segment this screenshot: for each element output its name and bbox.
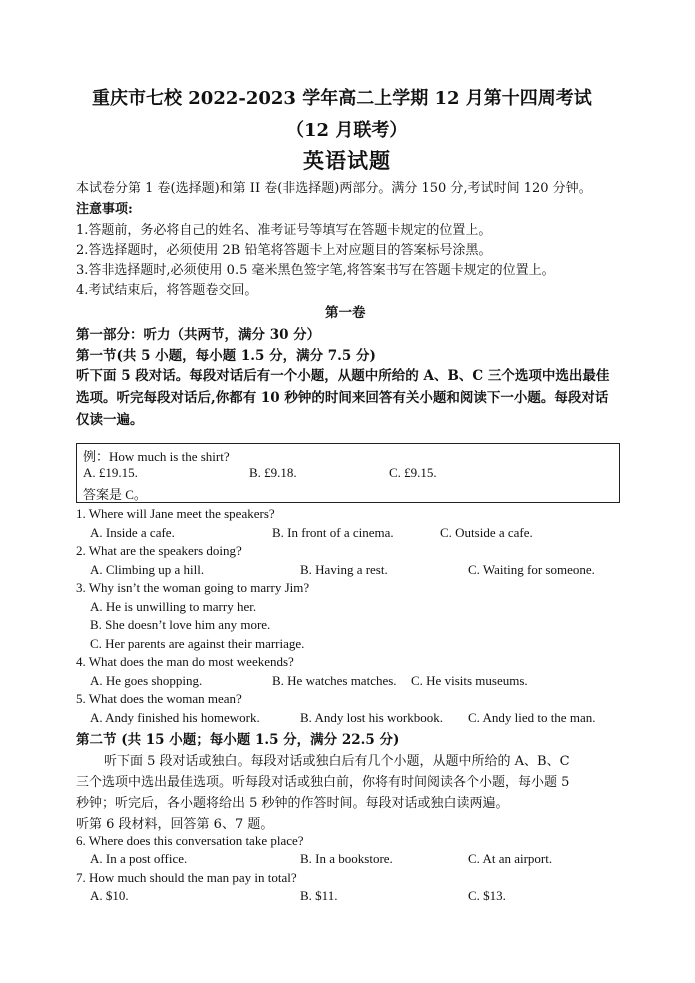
question-option: C. At an airport.: [468, 851, 553, 866]
example-option: B. £9.18.: [249, 465, 297, 480]
subject-title: 英语试题: [303, 148, 391, 173]
question-option: A. $10.: [90, 888, 129, 903]
question-option: A. Inside a cafe.: [90, 525, 175, 540]
question-option: B. Andy lost his workbook.: [300, 710, 444, 725]
note-item: 3.答非选择题时,必须使用 0.5 毫米黑色签字笔,将答案书写在答题卡规定的位置上。: [76, 263, 555, 278]
question-stem: 7. How much should the man pay in total?: [76, 870, 297, 885]
question-option: C. Waiting for someone.: [468, 562, 595, 577]
volume-title: 第一卷: [325, 305, 366, 321]
question-stem: 2. What are the speakers doing?: [76, 543, 242, 558]
section1-instructions: 选项。听完每段对话后,你都有 10 秒钟的时间来回答有关小题和阅读下一小题。每段对话: [76, 390, 609, 406]
exam-title: 重庆市七校 2022-2023 学年高二上学期 12 月第十四周考试: [92, 88, 592, 109]
question-option: B. Having a rest.: [300, 562, 388, 577]
section1-instructions: 听下面 5 段对话。每段对话后有一个小题，从题中所给的 A、B、C 三个选项中选出最佳: [76, 368, 610, 384]
question-option: B. $11.: [300, 888, 338, 903]
question-stem: 1. Where will Jane meet the speakers?: [76, 506, 275, 521]
example-answer: 答案是 C。: [83, 487, 147, 502]
question-option: B. In front of a cinema.: [272, 525, 394, 540]
question-option: C. Her parents are against their marriage.: [90, 636, 305, 651]
exam-subtitle: （12 月联考）: [286, 120, 408, 141]
question-option: B. In a bookstore.: [300, 851, 393, 866]
question-option: A. He goes shopping.: [90, 673, 203, 688]
example-question: 例：How much is the shirt?: [83, 449, 230, 464]
section1-heading: 第一节(共 5 小题，每小题 1.5 分，满分 7.5 分): [76, 348, 376, 364]
example-option: A. £19.15.: [83, 465, 138, 480]
section2-heading: 第二节 (共 15 小题；每小题 1.5 分，满分 22.5 分): [76, 732, 400, 748]
question-option: A. In a post office.: [90, 851, 188, 866]
question-option: B. She doesn’t love him any more.: [90, 617, 271, 632]
material-note: 听第 6 段材料，回答第 6、7 题。: [76, 817, 274, 832]
question-stem: 5. What does the woman mean?: [76, 691, 242, 706]
question-option: C. He visits museums.: [411, 673, 528, 688]
question-option: C. Andy lied to the man.: [468, 710, 596, 725]
note-item: 1.答题前，务必将自己的姓名、准考证号等填写在答题卡规定的位置上。: [76, 223, 492, 238]
section2-instructions: 三个选项中选出最佳选项。听每段对话或独白前，你将有时间阅读各个小题，每小题 5: [76, 775, 570, 790]
question-option: A. Andy finished his homework.: [90, 710, 260, 725]
question-option: C. Outside a cafe.: [440, 525, 533, 540]
part1-heading: 第一部分：听力（共两节，满分 30 分）: [76, 327, 321, 343]
notes-heading: 注意事项:: [76, 202, 133, 217]
section2-instructions: 秒钟；听完后，各小题将给出 5 秒钟的作答时间。每段对话或独白读两遍。: [76, 796, 509, 811]
question-stem: 3. Why isn’t the woman going to marry Jim?: [76, 580, 310, 595]
section2-instructions: 听下面 5 段对话或独白。每段对话或独白后有几个小题，从题中所给的 A、B、C: [104, 754, 570, 769]
example-option: C. £9.15.: [389, 465, 437, 480]
section1-instructions: 仅读一遍。: [76, 412, 144, 428]
question-option: A. He is unwilling to marry her.: [90, 599, 257, 614]
question-option: A. Climbing up a hill.: [90, 562, 205, 577]
note-item: 4.考试结束后，将答题卷交回。: [76, 283, 258, 298]
question-option: B. He watches matches.: [272, 673, 397, 688]
question-stem: 6. Where does this conversation take place?: [76, 833, 304, 848]
question-option: C. $13.: [468, 888, 506, 903]
question-stem: 4. What does the man do most weekends?: [76, 654, 294, 669]
note-item: 2.答选择题时，必须使用 2B 铅笔将答题卡上对应题目的答案标号涂黑。: [76, 243, 492, 258]
intro-line: 本试卷分第 1 卷(选择题)和第 II 卷(非选择题)两部分。满分 150 分,考试时间 120 分钟。: [76, 181, 592, 196]
example-box: [76, 443, 620, 503]
